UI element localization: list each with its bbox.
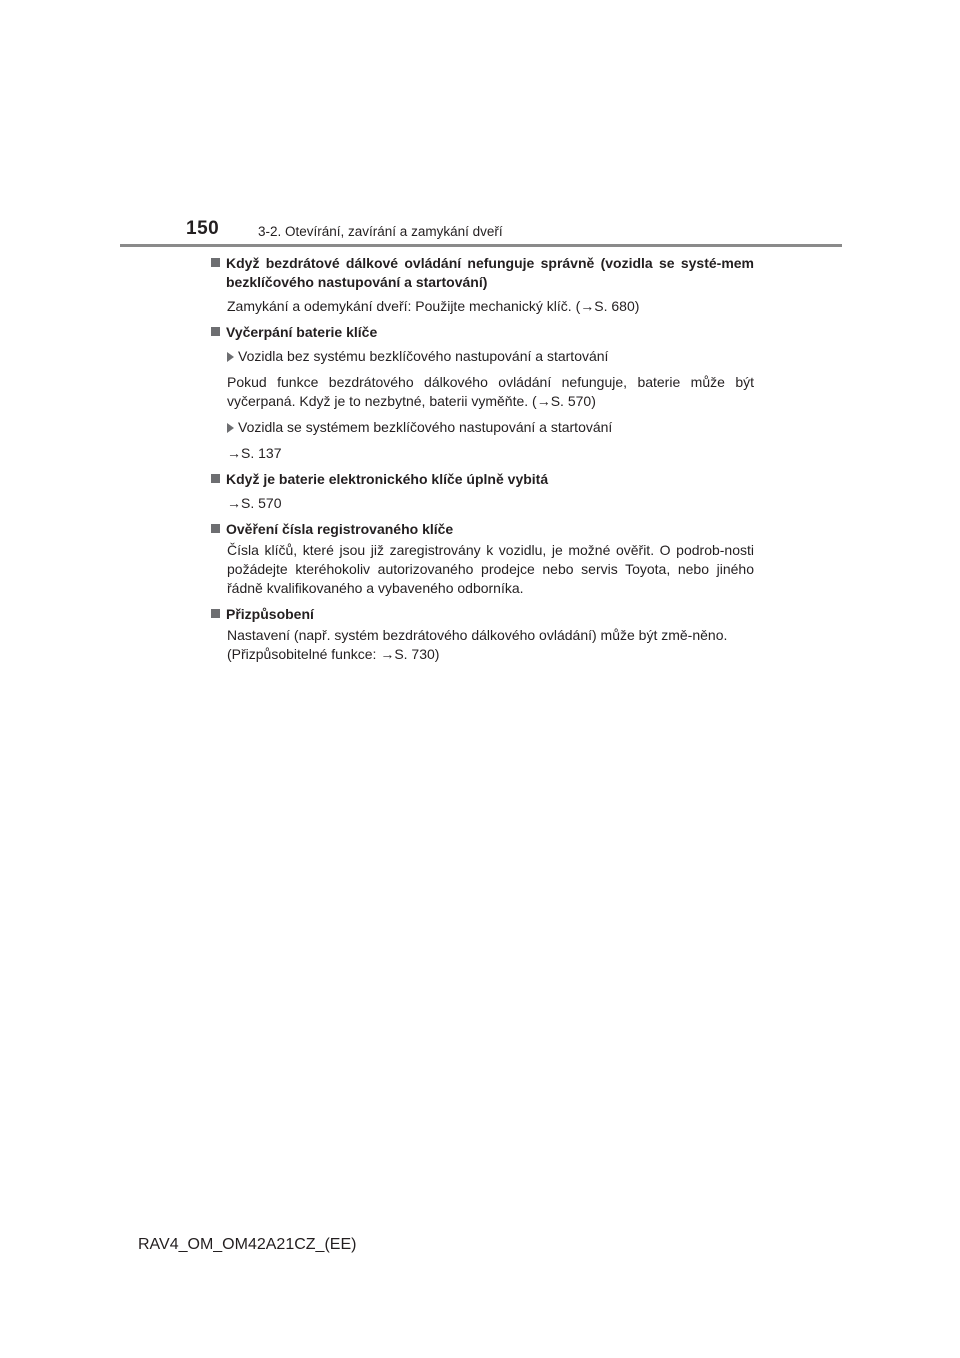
header-rule bbox=[120, 244, 842, 247]
block-customization bbox=[211, 605, 754, 664]
para-text: Pokud funkce bezdrátového dálkového ovládání nefunguje, baterie může být vyčerpaná. Když je to nezbytné, baterii vyměňte. ( bbox=[227, 374, 754, 409]
block-battery-depleted bbox=[211, 323, 754, 463]
page-ref-link[interactable]: S. 570) bbox=[550, 393, 596, 409]
page-ref-link[interactable]: S. 730) bbox=[394, 646, 440, 662]
sub-heading-text: Vozidla se systémem bezklíčového nastupování a startování bbox=[238, 419, 613, 435]
triangle-bullet-icon bbox=[227, 423, 234, 433]
heading bbox=[211, 470, 754, 489]
block-battery-empty bbox=[211, 470, 754, 513]
block-remote-malfunction bbox=[211, 254, 754, 316]
square-bullet-icon bbox=[211, 524, 220, 533]
page-ref-link[interactable]: S. 570 bbox=[241, 495, 282, 511]
paragraph: Nastavení (např. systém bezdrátového dálkového ovládání) může být změ-něno. bbox=[227, 627, 728, 643]
paragraph bbox=[227, 494, 754, 513]
heading bbox=[211, 520, 754, 539]
paragraph bbox=[227, 444, 754, 463]
page-ref-link[interactable]: S. 680) bbox=[594, 298, 640, 314]
paragraph: Čísla klíčů, které jsou již zaregistrovány k vozidlu, je možné ověřit. O podrob-nosti požádejte kteréhokoliv autorizovaného prodejce nebo servis Toyota, nebo jiného řádně kvalifikovaného a vybaveného odborníka. bbox=[227, 542, 754, 596]
heading-text: Přizpůsobení bbox=[226, 606, 314, 622]
content bbox=[211, 254, 754, 671]
paragraph bbox=[227, 297, 754, 316]
square-bullet-icon bbox=[211, 258, 220, 267]
square-bullet-icon bbox=[211, 327, 220, 336]
heading-text: Když je baterie elektronického klíče úplně vybitá bbox=[226, 471, 549, 487]
sub-heading bbox=[227, 347, 754, 366]
section-title: 3-2. Otevírání, zavírání a zamykání dveří bbox=[258, 224, 503, 239]
arrow-icon: → bbox=[227, 445, 241, 461]
block-key-number bbox=[211, 520, 754, 598]
sub-heading-text: Vozidla bez systému bezklíčového nastupování a startování bbox=[238, 348, 609, 364]
heading-text: Když bezdrátové dálkové ovládání nefunguje správně (vozidla se systé-mem bezklíčového nastupování a startování) bbox=[226, 255, 754, 290]
arrow-icon: → bbox=[380, 646, 395, 662]
para-text: (Přizpůsobitelné funkce: bbox=[227, 646, 381, 662]
arrow-icon: → bbox=[536, 393, 551, 409]
square-bullet-icon bbox=[211, 609, 220, 618]
page-number: 150 bbox=[186, 218, 220, 239]
triangle-bullet-icon bbox=[227, 352, 234, 362]
footer-code: RAV4_OM_OM42A21CZ_(EE) bbox=[138, 1236, 357, 1253]
paragraph bbox=[227, 645, 754, 664]
heading-text: Vyčerpání baterie klíče bbox=[226, 324, 378, 340]
arrow-icon: → bbox=[227, 495, 241, 511]
heading-text: Ověření čísla registrovaného klíče bbox=[226, 521, 454, 537]
para-text: Zamykání a odemykání dveří: Použijte mechanický klíč. ( bbox=[227, 298, 581, 314]
sub-heading bbox=[227, 418, 754, 437]
page-ref-link[interactable]: S. 137 bbox=[241, 445, 282, 461]
heading bbox=[211, 605, 754, 624]
square-bullet-icon bbox=[211, 474, 220, 483]
heading bbox=[211, 323, 754, 342]
heading bbox=[211, 254, 754, 292]
paragraph bbox=[227, 373, 754, 411]
arrow-icon: → bbox=[580, 298, 595, 314]
